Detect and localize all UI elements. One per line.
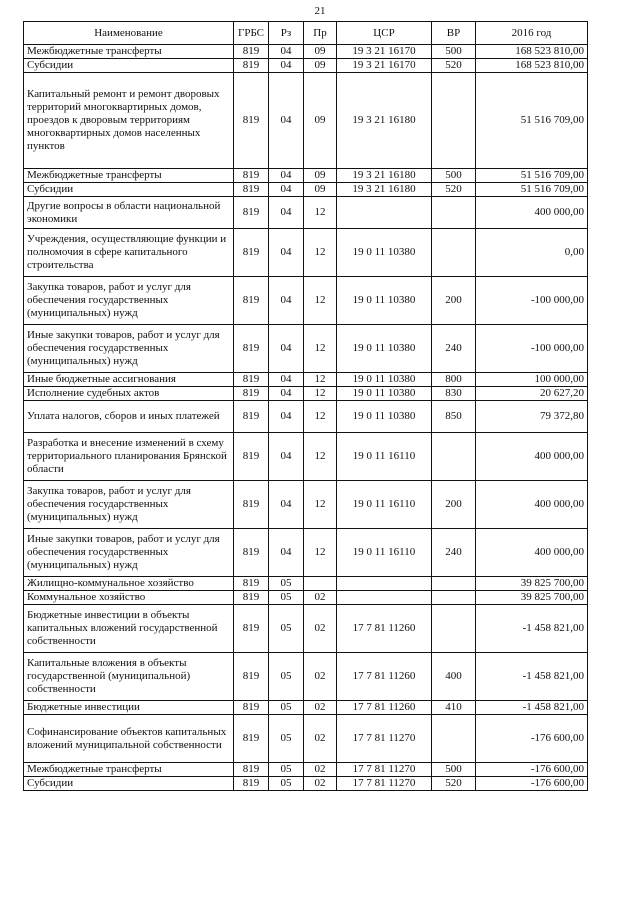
row-grbs: 819	[234, 169, 269, 183]
table-row	[24, 481, 588, 529]
row-rz: 04	[269, 373, 304, 387]
row-csr: 19 0 11 10380	[337, 387, 432, 401]
row-grbs: 819	[234, 433, 269, 481]
row-csr	[337, 591, 432, 605]
table-row	[24, 325, 588, 373]
row-vr: 500	[432, 45, 476, 59]
row-name: Субсидии	[24, 777, 234, 791]
table-row	[24, 605, 588, 653]
row-grbs: 819	[234, 653, 269, 701]
row-rz: 05	[269, 605, 304, 653]
row-grbs: 819	[234, 73, 269, 169]
row-csr: 19 0 11 16110	[337, 481, 432, 529]
row-amount: -100 000,00	[476, 277, 588, 325]
table-row	[24, 59, 588, 73]
page-number: 21	[314, 5, 326, 17]
row-pr: 12	[304, 373, 337, 387]
row-rz: 05	[269, 591, 304, 605]
row-name: Капитальный ремонт и ремонт дворовых территорий многоквартирных домов, проездов к дворовым территориям многоквартирных домов населенных пунктов	[24, 73, 234, 169]
row-rz: 05	[269, 653, 304, 701]
row-pr: 09	[304, 183, 337, 197]
row-amount: 400 000,00	[476, 529, 588, 577]
row-pr: 12	[304, 433, 337, 481]
row-vr: 520	[432, 59, 476, 73]
row-grbs: 819	[234, 325, 269, 373]
row-amount: 168 523 810,00	[476, 59, 588, 73]
header-name: Наименование	[24, 22, 234, 45]
row-csr: 19 0 11 10380	[337, 401, 432, 433]
table-row	[24, 591, 588, 605]
row-csr: 19 0 11 16110	[337, 433, 432, 481]
row-amount: -1 458 821,00	[476, 653, 588, 701]
row-vr: 200	[432, 277, 476, 325]
row-vr: 400	[432, 653, 476, 701]
table-row	[24, 73, 588, 169]
row-amount: 0,00	[476, 229, 588, 277]
row-pr: 09	[304, 73, 337, 169]
row-grbs: 819	[234, 701, 269, 715]
row-rz: 04	[269, 481, 304, 529]
row-csr: 19 3 21 16170	[337, 45, 432, 59]
row-amount: 100 000,00	[476, 373, 588, 387]
table-row	[24, 229, 588, 277]
row-amount: 400 000,00	[476, 197, 588, 229]
row-name: Исполнение судебных актов	[24, 387, 234, 401]
row-rz: 04	[269, 387, 304, 401]
row-vr: 800	[432, 373, 476, 387]
row-amount: 79 372,80	[476, 401, 588, 433]
row-name: Уплата налогов, сборов и иных платежей	[24, 401, 234, 433]
row-grbs: 819	[234, 591, 269, 605]
row-grbs: 819	[234, 45, 269, 59]
row-pr: 09	[304, 59, 337, 73]
row-amount: -1 458 821,00	[476, 605, 588, 653]
table-row	[24, 45, 588, 59]
row-pr: 02	[304, 763, 337, 777]
table-row	[24, 653, 588, 701]
row-csr: 17 7 81 11270	[337, 763, 432, 777]
row-csr: 19 3 21 16180	[337, 73, 432, 169]
row-name: Иные бюджетные ассигнования	[24, 373, 234, 387]
row-vr	[432, 605, 476, 653]
budget-table	[23, 21, 588, 791]
row-name: Капитальные вложения в объекты государственной (муниципальной) собственности	[24, 653, 234, 701]
row-vr	[432, 197, 476, 229]
row-amount: 400 000,00	[476, 481, 588, 529]
row-amount: 51 516 709,00	[476, 73, 588, 169]
row-vr: 240	[432, 529, 476, 577]
row-grbs: 819	[234, 59, 269, 73]
row-amount: 51 516 709,00	[476, 183, 588, 197]
row-grbs: 819	[234, 763, 269, 777]
row-grbs: 819	[234, 715, 269, 763]
row-pr: 12	[304, 387, 337, 401]
row-rz: 04	[269, 73, 304, 169]
row-vr: 500	[432, 763, 476, 777]
row-csr: 17 7 81 11270	[337, 777, 432, 791]
row-csr: 19 3 21 16170	[337, 59, 432, 73]
row-vr: 500	[432, 169, 476, 183]
row-rz: 05	[269, 763, 304, 777]
row-vr	[432, 715, 476, 763]
row-grbs: 819	[234, 777, 269, 791]
row-vr: 410	[432, 701, 476, 715]
row-name: Бюджетные инвестиции	[24, 701, 234, 715]
row-name: Разработка и внесение изменений в схему территориального планирования Брянской области	[24, 433, 234, 481]
row-vr: 830	[432, 387, 476, 401]
row-rz: 04	[269, 59, 304, 73]
row-rz: 04	[269, 277, 304, 325]
row-pr: 09	[304, 169, 337, 183]
row-rz: 05	[269, 701, 304, 715]
row-name: Закупка товаров, работ и услуг для обеспечения государственных (муниципальных) нужд	[24, 277, 234, 325]
row-name: Субсидии	[24, 183, 234, 197]
row-rz: 05	[269, 577, 304, 591]
row-vr	[432, 229, 476, 277]
row-name: Межбюджетные трансферты	[24, 45, 234, 59]
row-pr: 02	[304, 653, 337, 701]
header-vr: ВР	[432, 22, 476, 45]
row-pr: 12	[304, 481, 337, 529]
row-rz: 04	[269, 183, 304, 197]
row-name: Коммунальное хозяйство	[24, 591, 234, 605]
table-header	[24, 22, 588, 45]
row-name: Закупка товаров, работ и услуг для обеспечения государственных (муниципальных) нужд	[24, 481, 234, 529]
row-vr: 200	[432, 481, 476, 529]
row-name: Иные закупки товаров, работ и услуг для обеспечения государственных (муниципальных) нужд	[24, 529, 234, 577]
row-rz: 05	[269, 715, 304, 763]
table-row	[24, 169, 588, 183]
row-pr: 12	[304, 277, 337, 325]
table-row	[24, 387, 588, 401]
row-pr: 02	[304, 715, 337, 763]
table-row	[24, 401, 588, 433]
row-csr: 17 7 81 11260	[337, 605, 432, 653]
row-amount: 51 516 709,00	[476, 169, 588, 183]
row-pr: 12	[304, 401, 337, 433]
row-csr: 19 0 11 10380	[337, 373, 432, 387]
row-amount: -176 600,00	[476, 763, 588, 777]
row-grbs: 819	[234, 277, 269, 325]
table-row	[24, 701, 588, 715]
row-amount: -176 600,00	[476, 777, 588, 791]
header-grbs: ГРБС	[234, 22, 269, 45]
row-grbs: 819	[234, 605, 269, 653]
row-vr: 520	[432, 777, 476, 791]
row-csr: 17 7 81 11270	[337, 715, 432, 763]
row-grbs: 819	[234, 229, 269, 277]
row-rz: 04	[269, 45, 304, 59]
row-pr: 12	[304, 529, 337, 577]
row-pr: 12	[304, 325, 337, 373]
row-grbs: 819	[234, 529, 269, 577]
row-name: Софинансирование объектов капитальных вложений муниципальной собственности	[24, 715, 234, 763]
row-grbs: 819	[234, 197, 269, 229]
header-pr: Пр	[304, 22, 337, 45]
table-row	[24, 183, 588, 197]
row-amount: -1 458 821,00	[476, 701, 588, 715]
row-rz: 04	[269, 325, 304, 373]
header-year: 2016 год	[476, 22, 588, 45]
row-grbs: 819	[234, 577, 269, 591]
table-row	[24, 715, 588, 763]
row-amount: 20 627,20	[476, 387, 588, 401]
table-row	[24, 433, 588, 481]
row-name: Межбюджетные трансферты	[24, 763, 234, 777]
table-row	[24, 529, 588, 577]
row-csr: 17 7 81 11260	[337, 653, 432, 701]
row-vr	[432, 591, 476, 605]
row-amount: 39 825 700,00	[476, 591, 588, 605]
row-name: Жилищно-коммунальное хозяйство	[24, 577, 234, 591]
table-row	[24, 577, 588, 591]
row-pr: 02	[304, 701, 337, 715]
table-row	[24, 197, 588, 229]
table-row	[24, 777, 588, 791]
row-amount: 400 000,00	[476, 433, 588, 481]
row-pr	[304, 577, 337, 591]
row-grbs: 819	[234, 481, 269, 529]
row-rz: 04	[269, 433, 304, 481]
row-name: Субсидии	[24, 59, 234, 73]
header-row	[24, 22, 588, 45]
row-grbs: 819	[234, 387, 269, 401]
header-rz: Рз	[269, 22, 304, 45]
row-vr	[432, 433, 476, 481]
row-amount: 39 825 700,00	[476, 577, 588, 591]
row-pr: 02	[304, 591, 337, 605]
row-rz: 04	[269, 169, 304, 183]
row-amount: -100 000,00	[476, 325, 588, 373]
row-csr: 19 0 11 10380	[337, 229, 432, 277]
row-rz: 05	[269, 777, 304, 791]
row-vr: 520	[432, 183, 476, 197]
row-name: Другие вопросы в области национальной экономики	[24, 197, 234, 229]
row-csr	[337, 197, 432, 229]
row-csr: 19 0 11 10380	[337, 325, 432, 373]
row-grbs: 819	[234, 401, 269, 433]
row-vr	[432, 577, 476, 591]
row-vr: 240	[432, 325, 476, 373]
row-csr: 19 0 11 10380	[337, 277, 432, 325]
row-vr	[432, 73, 476, 169]
row-grbs: 819	[234, 183, 269, 197]
row-grbs: 819	[234, 373, 269, 387]
row-csr: 19 3 21 16180	[337, 169, 432, 183]
row-csr: 19 0 11 16110	[337, 529, 432, 577]
table-row	[24, 763, 588, 777]
row-pr: 09	[304, 45, 337, 59]
table-body	[24, 45, 588, 791]
row-name: Иные закупки товаров, работ и услуг для обеспечения государственных (муниципальных) нужд	[24, 325, 234, 373]
row-rz: 04	[269, 401, 304, 433]
table-row	[24, 277, 588, 325]
row-pr: 12	[304, 197, 337, 229]
row-name: Бюджетные инвестиции в объекты капитальных вложений государственной собственности	[24, 605, 234, 653]
row-name: Учреждения, осуществляющие функции и полномочия в сфере капитального строительства	[24, 229, 234, 277]
row-pr: 12	[304, 229, 337, 277]
header-csr: ЦСР	[337, 22, 432, 45]
row-amount: -176 600,00	[476, 715, 588, 763]
row-pr: 02	[304, 605, 337, 653]
row-amount: 168 523 810,00	[476, 45, 588, 59]
row-rz: 04	[269, 197, 304, 229]
row-pr: 02	[304, 777, 337, 791]
table-row	[24, 373, 588, 387]
row-vr: 850	[432, 401, 476, 433]
row-name: Межбюджетные трансферты	[24, 169, 234, 183]
row-csr: 17 7 81 11260	[337, 701, 432, 715]
row-rz: 04	[269, 229, 304, 277]
row-csr	[337, 577, 432, 591]
row-csr: 19 3 21 16180	[337, 183, 432, 197]
row-rz: 04	[269, 529, 304, 577]
